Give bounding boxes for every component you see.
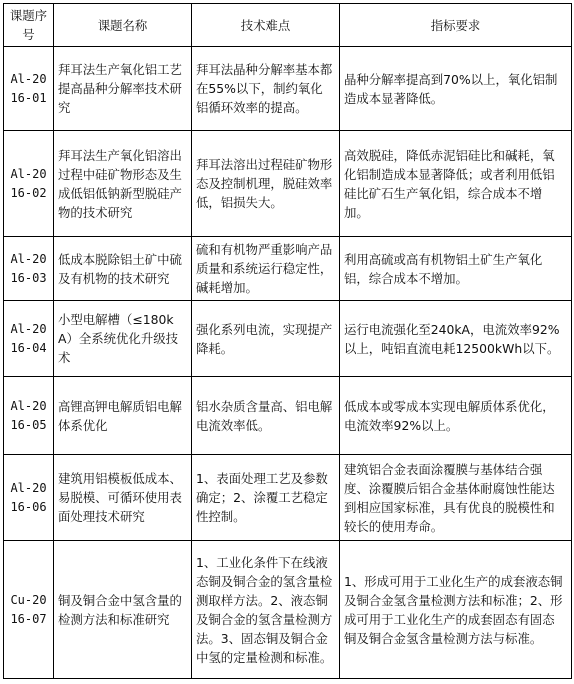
- row-id: Al-2016-01: [4, 47, 54, 131]
- header-difficulty: 技术难点: [192, 4, 340, 47]
- row-id: Al-2016-03: [4, 237, 54, 301]
- project-table: [3, 3, 572, 679]
- row-requirement: 运行电流强化至240kA，电流效率92%以上，吨铝直流电耗12500kWh以下。: [340, 301, 572, 377]
- row-name: 低成本脱除铝土矿中硫及有机物的技术研究: [54, 237, 192, 301]
- row-requirement: 高效脱硅，降低赤泥铝硅比和碱耗，氧化铝制造成本显著降低；或者利用低铝硅比矿石生产氧化铝，综合成本不增加。: [340, 131, 572, 237]
- row-difficulty: 1、表面处理工艺及参数确定；2、涂覆工艺稳定性控制。: [192, 455, 340, 541]
- row-requirement: 低成本或零成本实现电解质体系优化，电流效率92%以上。: [340, 377, 572, 455]
- row-requirement: 晶种分解率提高到70%以上，氧化铝制造成本显著降低。: [340, 47, 572, 131]
- table-row: [4, 455, 572, 541]
- row-difficulty: 铝水杂质含量高、铝电解电流效率低。: [192, 377, 340, 455]
- table-row: [4, 237, 572, 301]
- row-id: Al-2016-06: [4, 455, 54, 541]
- row-id: Al-2016-05: [4, 377, 54, 455]
- row-id: Al-2016-02: [4, 131, 54, 237]
- header-requirement: 指标要求: [340, 4, 572, 47]
- row-difficulty: 1、工业化条件下在线液态铜及铜合金的氢含量检测取样方法。2、液态铜及铜合金的氢含量检测方法。3、固态铜及铜合金中氢的定量检测和标准。: [192, 541, 340, 679]
- row-requirement: 建筑铝合金表面涂覆膜与基体结合强度、涂覆膜后铝合金基体耐腐蚀性能达到相应国家标准，具有优良的脱模性和较长的使用寿命。: [340, 455, 572, 541]
- table-row: [4, 377, 572, 455]
- table-row: [4, 541, 572, 679]
- row-name: 拜耳法生产氧化铝工艺提高晶种分解率技术研究: [54, 47, 192, 131]
- table-row: [4, 301, 572, 377]
- header-name: 课题名称: [54, 4, 192, 47]
- header-row: [4, 4, 572, 47]
- row-name: 拜耳法生产氧化铝溶出过程中硅矿物形态及生成低铝低钠新型脱硅产物的技术研究: [54, 131, 192, 237]
- row-id: Al-2016-04: [4, 301, 54, 377]
- row-difficulty: 拜耳法晶种分解率基本都在55%以下，制约氧化铝循环效率的提高。: [192, 47, 340, 131]
- row-difficulty: 强化系列电流，实现提产降耗。: [192, 301, 340, 377]
- row-name: 高锂高钾电解质铝电解体系优化: [54, 377, 192, 455]
- row-difficulty: 拜耳法溶出过程硅矿物形态及控制机理，脱硅效率低，铝损失大。: [192, 131, 340, 237]
- row-name: 小型电解槽（≤180kA）全系统优化升级技术: [54, 301, 192, 377]
- row-name: 铜及铜合金中氢含量的检测方法和标准研究: [54, 541, 192, 679]
- table-row: [4, 47, 572, 131]
- row-requirement: 利用高硫或高有机物铝土矿生产氧化铝，综合成本不增加。: [340, 237, 572, 301]
- header-id: 课题序号: [4, 4, 54, 47]
- table-row: [4, 131, 572, 237]
- row-id: Cu-2016-07: [4, 541, 54, 679]
- row-requirement: 1、形成可用于工业化生产的成套液态铜及铜合金氢含量检测方法和标准；2、形成可用于工业化生产的成套固态有固态铜及铜合金氢含量检测方法与标准。: [340, 541, 572, 679]
- row-difficulty: 硫和有机物严重影响产品质量和系统运行稳定性，碱耗增加。: [192, 237, 340, 301]
- row-name: 建筑用铝模板低成本、易脱模、可循环使用表面处理技术研究: [54, 455, 192, 541]
